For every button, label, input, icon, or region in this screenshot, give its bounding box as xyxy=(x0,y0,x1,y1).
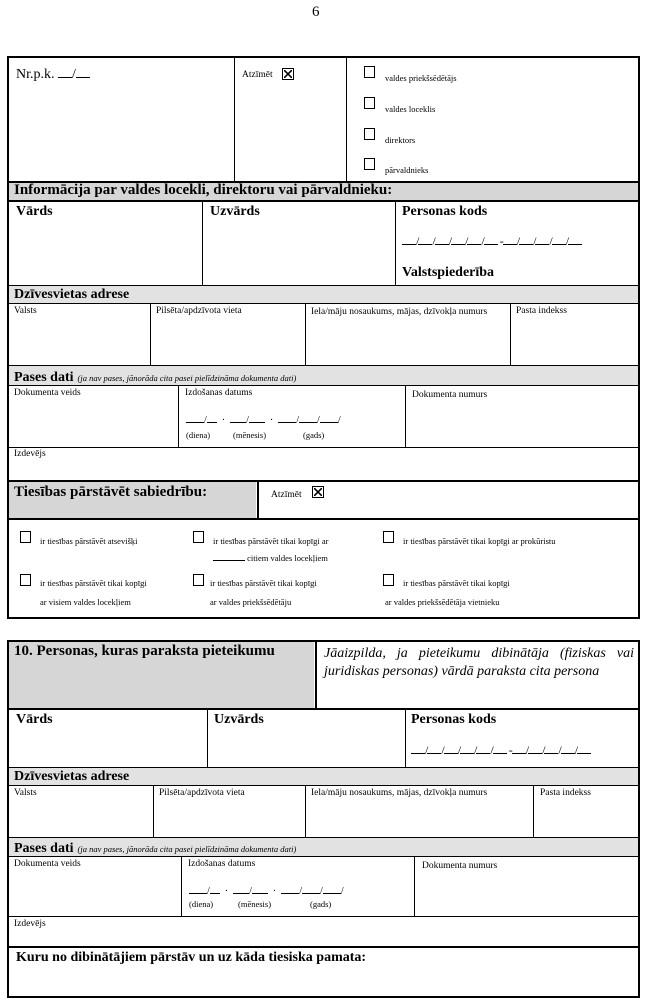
doc-type-label: Dokumenta veids xyxy=(14,859,81,869)
nr-label: Nr.p.k. / xyxy=(16,67,90,83)
personal-code-label: Personas kods xyxy=(402,204,488,219)
role-manager-checkbox[interactable] xyxy=(364,158,375,170)
address-heading: Dzīvesvietas adrese xyxy=(14,287,130,302)
role-chairman-checkbox[interactable] xyxy=(364,66,375,78)
name-label: Vārds xyxy=(16,712,53,727)
checked-box-icon[interactable] xyxy=(282,68,294,80)
issue-date-label: Izdošanas datums xyxy=(188,859,256,869)
rights-with-members-checkbox[interactable] xyxy=(193,531,204,543)
section10-heading: 10. Personas, kuras paraksta pieteikumu xyxy=(14,643,275,659)
day-label: (diena) xyxy=(186,430,211,440)
issuer-label: Izdevējs xyxy=(14,449,46,459)
rights-separately-checkbox[interactable] xyxy=(20,531,31,543)
rights-option: ir tiesības pārstāvēt tikai kopīgi xyxy=(403,578,510,588)
issue-date-label: Izdošanas datums xyxy=(185,388,253,398)
issue-date-field[interactable]: / · / · / / / xyxy=(186,412,341,426)
rights-vice-chairman-checkbox[interactable] xyxy=(383,574,394,586)
section10-note: Jāaizpilda, ja pieteikumu dibinātāja (fiziskas vai juridiskas personas) vārdā paraksta cita persona xyxy=(324,646,634,679)
day-label: (diena) xyxy=(189,899,214,909)
surname-label: Uzvārds xyxy=(214,712,264,727)
city-label: Pilsēta/apdzīvota vieta xyxy=(159,788,245,798)
passport-heading: Pases dati (ja nav pases, jānorāda cita pasei pielīdzināma dokumenta dati) xyxy=(14,370,297,385)
role-director-checkbox[interactable] xyxy=(364,128,375,140)
name-label: Vārds xyxy=(16,204,53,219)
section-heading: Informācija par valdes locekli, direktoru vai pārvaldnieku: xyxy=(14,182,393,198)
month-label: (mēnesis) xyxy=(233,430,267,440)
mark-label: Atzīmēt xyxy=(242,70,273,80)
page-number: 6 xyxy=(312,4,320,20)
rights-all-members-checkbox[interactable] xyxy=(20,574,31,586)
rights-option: citiem valdes locekļiem xyxy=(213,550,328,563)
rights-mark-label: Atzīmēt xyxy=(271,490,302,500)
rights-heading: Tiesības pārstāvēt sabiedrību: xyxy=(14,484,208,500)
doc-number-label: Dokumenta numurs xyxy=(412,390,488,400)
address-heading: Dzīvesvietas adrese xyxy=(14,769,130,784)
role-label: valdes loceklis xyxy=(385,104,436,114)
rights-option: ir tiesības pārstāvēt tikai kopīgi xyxy=(210,578,317,588)
country-label: Valsts xyxy=(14,306,37,316)
role-label: pārvaldnieks xyxy=(385,165,429,175)
rights-option: ar valdes priekšsēdētāju xyxy=(210,597,292,607)
city-label: Pilsēta/apdzīvota vieta xyxy=(156,306,242,316)
founder-question: Kuru no dibinātājiem pārstāv un uz kāda tiesiska pamata: xyxy=(16,950,367,965)
doc-number-label: Dokumenta numurs xyxy=(422,861,498,871)
country-label: Valsts xyxy=(14,788,37,798)
month-label: (mēnesis) xyxy=(238,899,272,909)
personal-code-label: Personas kods xyxy=(411,712,497,727)
doc-type-label: Dokumenta veids xyxy=(14,388,81,398)
citizenship-label: Valstspiederība xyxy=(402,265,495,280)
rights-option: ar valdes priekšsēdētāja vietnieku xyxy=(385,597,500,607)
personal-code-field[interactable]: / / / / / - / / / / xyxy=(411,743,591,758)
role-member-checkbox[interactable] xyxy=(364,97,375,109)
passport-heading: Pases dati (ja nav pases, jānorāda cita pasei pielīdzināma dokumenta dati) xyxy=(14,841,297,856)
rights-option: ir tiesības pārstāvēt atsevišķi xyxy=(40,536,138,546)
surname-label: Uzvārds xyxy=(210,204,260,219)
rights-option: ar visiem valdes locekļiem xyxy=(40,597,131,607)
personal-code-field[interactable]: / / / / / - / / / / xyxy=(402,234,582,249)
postcode-label: Pasta indekss xyxy=(540,788,591,798)
street-label: Iela/māju nosaukums, mājas, dzīvokļa numurs xyxy=(311,307,488,317)
rights-option: ir tiesības pārstāvēt tikai kopīgi ar prokūristu xyxy=(403,536,556,546)
role-label: direktors xyxy=(385,135,416,145)
rights-option: ir tiesības pārstāvēt tikai kopīgi xyxy=(40,578,147,588)
checked-box-icon[interactable] xyxy=(312,486,324,498)
issue-date-field[interactable]: / · / · / / / xyxy=(189,883,344,897)
issuer-label: Izdevējs xyxy=(14,919,46,929)
year-label: (gads) xyxy=(303,430,325,440)
role-label: valdes priekšsēdētājs xyxy=(385,73,457,83)
rights-with-procurator-checkbox[interactable] xyxy=(383,531,394,543)
year-label: (gads) xyxy=(310,899,332,909)
board-member-form xyxy=(7,56,640,619)
rights-option: ir tiesības pārstāvēt tikai kopīgi ar xyxy=(213,536,329,546)
rights-chairman-checkbox[interactable] xyxy=(193,574,204,586)
street-label: Iela/māju nosaukums, mājas, dzīvokļa numurs xyxy=(311,788,488,798)
postcode-label: Pasta indekss xyxy=(516,306,567,316)
